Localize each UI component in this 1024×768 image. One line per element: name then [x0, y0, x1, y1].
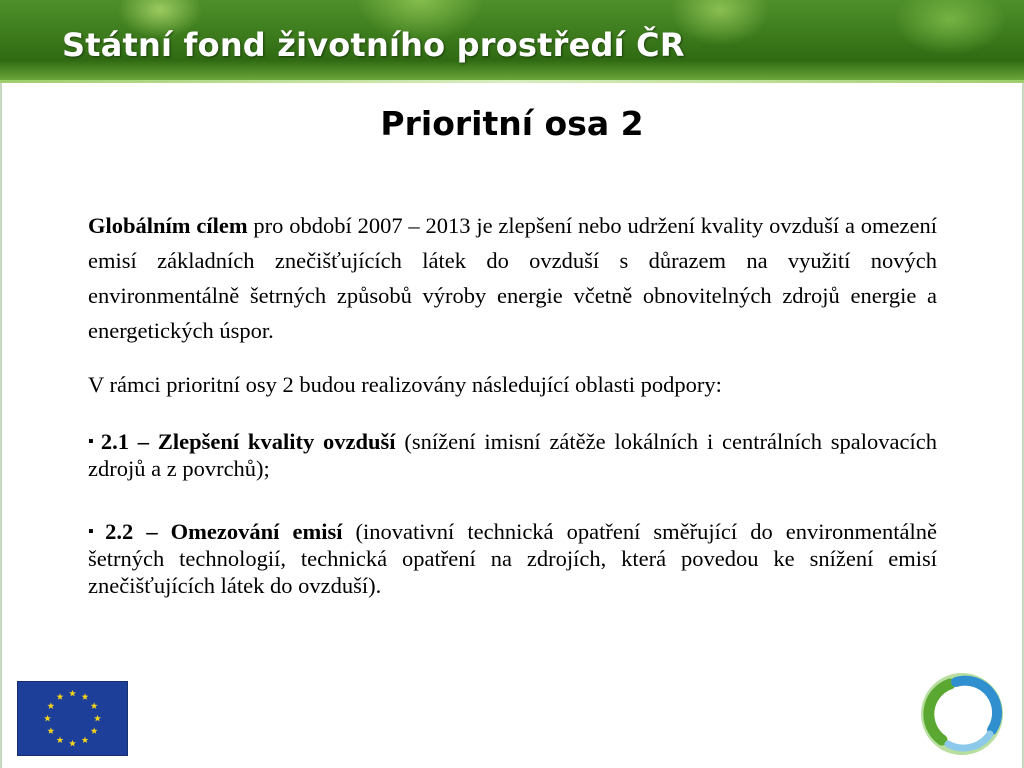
eu-star: [91, 727, 98, 734]
header-banner: [0, 0, 1024, 80]
bullet-text: (snížení imisní zátěže lokálních i centrálních spalovacích zdrojů a z povrchů);: [88, 429, 938, 481]
eu-star: [82, 737, 89, 744]
left-border: [0, 83, 2, 768]
eu-star: [57, 693, 64, 700]
bullet-marker: ▪: [88, 433, 97, 450]
slide-title: Prioritní osa 2: [380, 104, 644, 143]
eu-star: [47, 727, 54, 734]
eu-star: [82, 693, 89, 700]
organization-title: Státní fond životního prostředí ČR: [62, 26, 685, 64]
bullet-heading: 2.1 – Zlepšení kvality ovzduší: [100, 429, 396, 454]
bullet-marker: ▪: [88, 523, 102, 540]
eu-star: [57, 737, 64, 744]
goal-paragraph: [88, 208, 937, 348]
eu-flag-icon: [17, 681, 128, 756]
eu-stars: [18, 682, 127, 755]
bullet-heading: 2.2 – Omezování emisí: [105, 519, 343, 544]
eu-star: [44, 715, 51, 722]
eu-star: [69, 690, 76, 697]
eu-star: [69, 740, 76, 747]
eu-star: [94, 715, 101, 722]
list-item: [88, 518, 937, 599]
bullet-text: (inovativní technická opatření směřující do environmentálně šetrných technologií, technická opatření na zdrojích, která povedou ke snížení emisí znečišťujících látek do ovzduší).: [88, 519, 937, 598]
header-divider: [0, 80, 1024, 83]
goal-text: pro období 2007 – 2013 je zlepšení nebo udržení kvality ovzduší a omezení emisí základních znečišťujících látek do ovzduší s důrazem na využití nových environmentálně šetrných způsobů výroby energie včetně obnovitelných zdrojů energie a energetických úspor.: [88, 213, 937, 343]
eu-star: [47, 702, 54, 709]
sfzp-logo-icon: [920, 672, 1004, 756]
goal-label: Globálním cílem: [88, 213, 248, 238]
eu-star: [91, 702, 98, 709]
slide-content: [88, 208, 937, 599]
list-item: [88, 428, 937, 482]
areas-intro: V rámci prioritní osy 2 budou realizovány následující oblasti podpory:: [88, 372, 722, 397]
